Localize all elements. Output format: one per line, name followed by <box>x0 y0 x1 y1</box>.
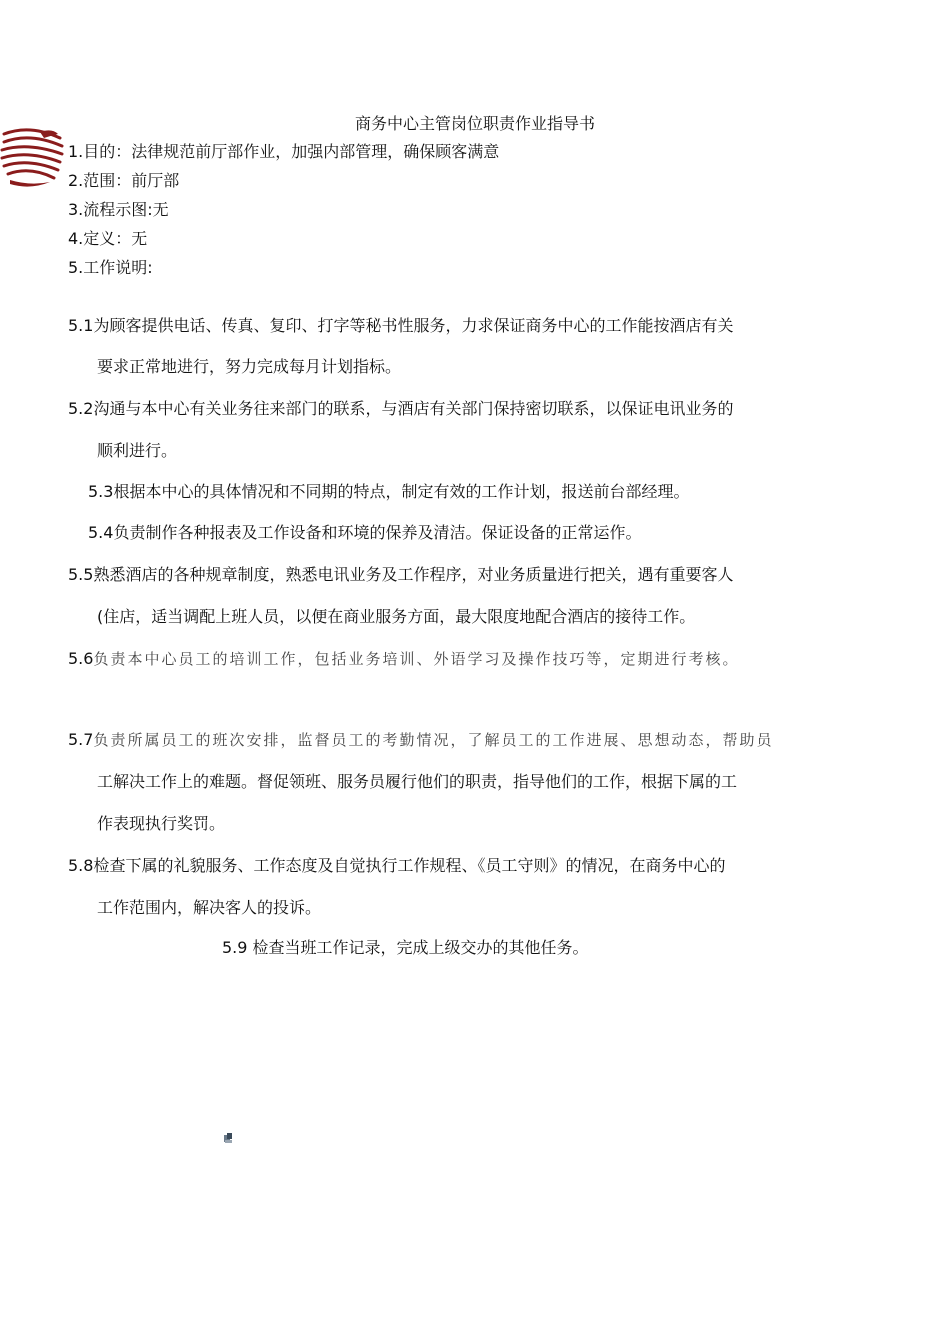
item-5-4: 5.4负责制作各种报表及工作设备和环境的保养及清洁。保证设备的正常运作。 <box>88 523 642 542</box>
document-fragment-icon <box>222 1132 234 1144</box>
item-5-7-line-3: 作表现执行奖罚。 <box>97 814 226 833</box>
item-5-1-number: 5.1 <box>68 316 94 335</box>
item-5-6-text: 负责本中心员工的培训工作，包括业务培训、外语学习及操作技巧等，定期进行考核。 <box>93 650 740 668</box>
document-title: 商务中心主管岗位职责作业指导书 <box>354 114 595 133</box>
item-5-8-line-1 <box>68 855 725 877</box>
item-5-5-line-1 <box>68 564 733 586</box>
section-flowchart: 3.流程示图:无 <box>68 200 169 219</box>
item-5-5-text: 熟悉酒店的各种规章制度，熟悉电讯业务及工作程序，对业务质量进行把关，遇有重要客人 <box>93 565 734 584</box>
item-5-2-number: 5.2 <box>68 399 94 418</box>
item-5-3: 5.3根据本中心的具体情况和不同期的特点，制定有效的工作计划，报送前台部经理。 <box>88 482 690 501</box>
item-5-6-line-1 <box>68 648 739 670</box>
section-definition: 4.定义：无 <box>68 229 148 248</box>
item-5-9: 5.9 检查当班工作记录，完成上级交办的其他任务。 <box>222 938 589 957</box>
item-5-7-text: 负责所属员工的班次安排，监督员工的考勤情况，了解员工的工作进展、思想动态，帮助员 <box>93 731 774 749</box>
item-5-2-text: 沟通与本中心有关业务往来部门的联系，与酒店有关部门保持密切联系，以保证电讯业务的 <box>93 399 734 418</box>
section-purpose: 1.目的：法律规范前厅部作业，加强内部管理，确保顾客满意 <box>68 142 500 161</box>
item-5-1-line-2: 要求正常地进行，努力完成每月计划指标。 <box>97 357 402 376</box>
item-5-8-line-2: 工作范围内，解决客人的投诉。 <box>97 898 322 917</box>
item-5-1-line-1 <box>68 315 733 337</box>
item-5-7-line-1 <box>68 729 773 751</box>
item-5-5-line-2: (住店，适当调配上班人员，以便在商业服务方面，最大限度地配合酒店的接待工作。 <box>97 607 696 626</box>
item-5-7-number: 5.7 <box>68 730 94 749</box>
item-5-7-line-2: 工解决工作上的难题。督促领班、服务员履行他们的职责，指导他们的工作，根据下属的工 <box>97 772 738 791</box>
section-scope: 2.范围：前厅部 <box>68 171 180 190</box>
item-5-8-text: 检查下属的礼貌服务、工作态度及自觉执行工作规程、《员工守则》的情况，在商务中心的 <box>93 856 726 875</box>
item-5-8-number: 5.8 <box>68 856 94 875</box>
item-5-1-text: 为顾客提供电话、传真、复印、打字等秘书性服务，力求保证商务中心的工作能按酒店有关 <box>93 316 734 335</box>
item-5-2-line-2: 顺利进行。 <box>97 441 178 460</box>
item-5-6-number: 5.6 <box>68 649 94 668</box>
section-work-description: 5.工作说明: <box>68 258 153 277</box>
item-5-5-number: 5.5 <box>68 565 94 584</box>
item-5-2-line-1 <box>68 398 733 420</box>
